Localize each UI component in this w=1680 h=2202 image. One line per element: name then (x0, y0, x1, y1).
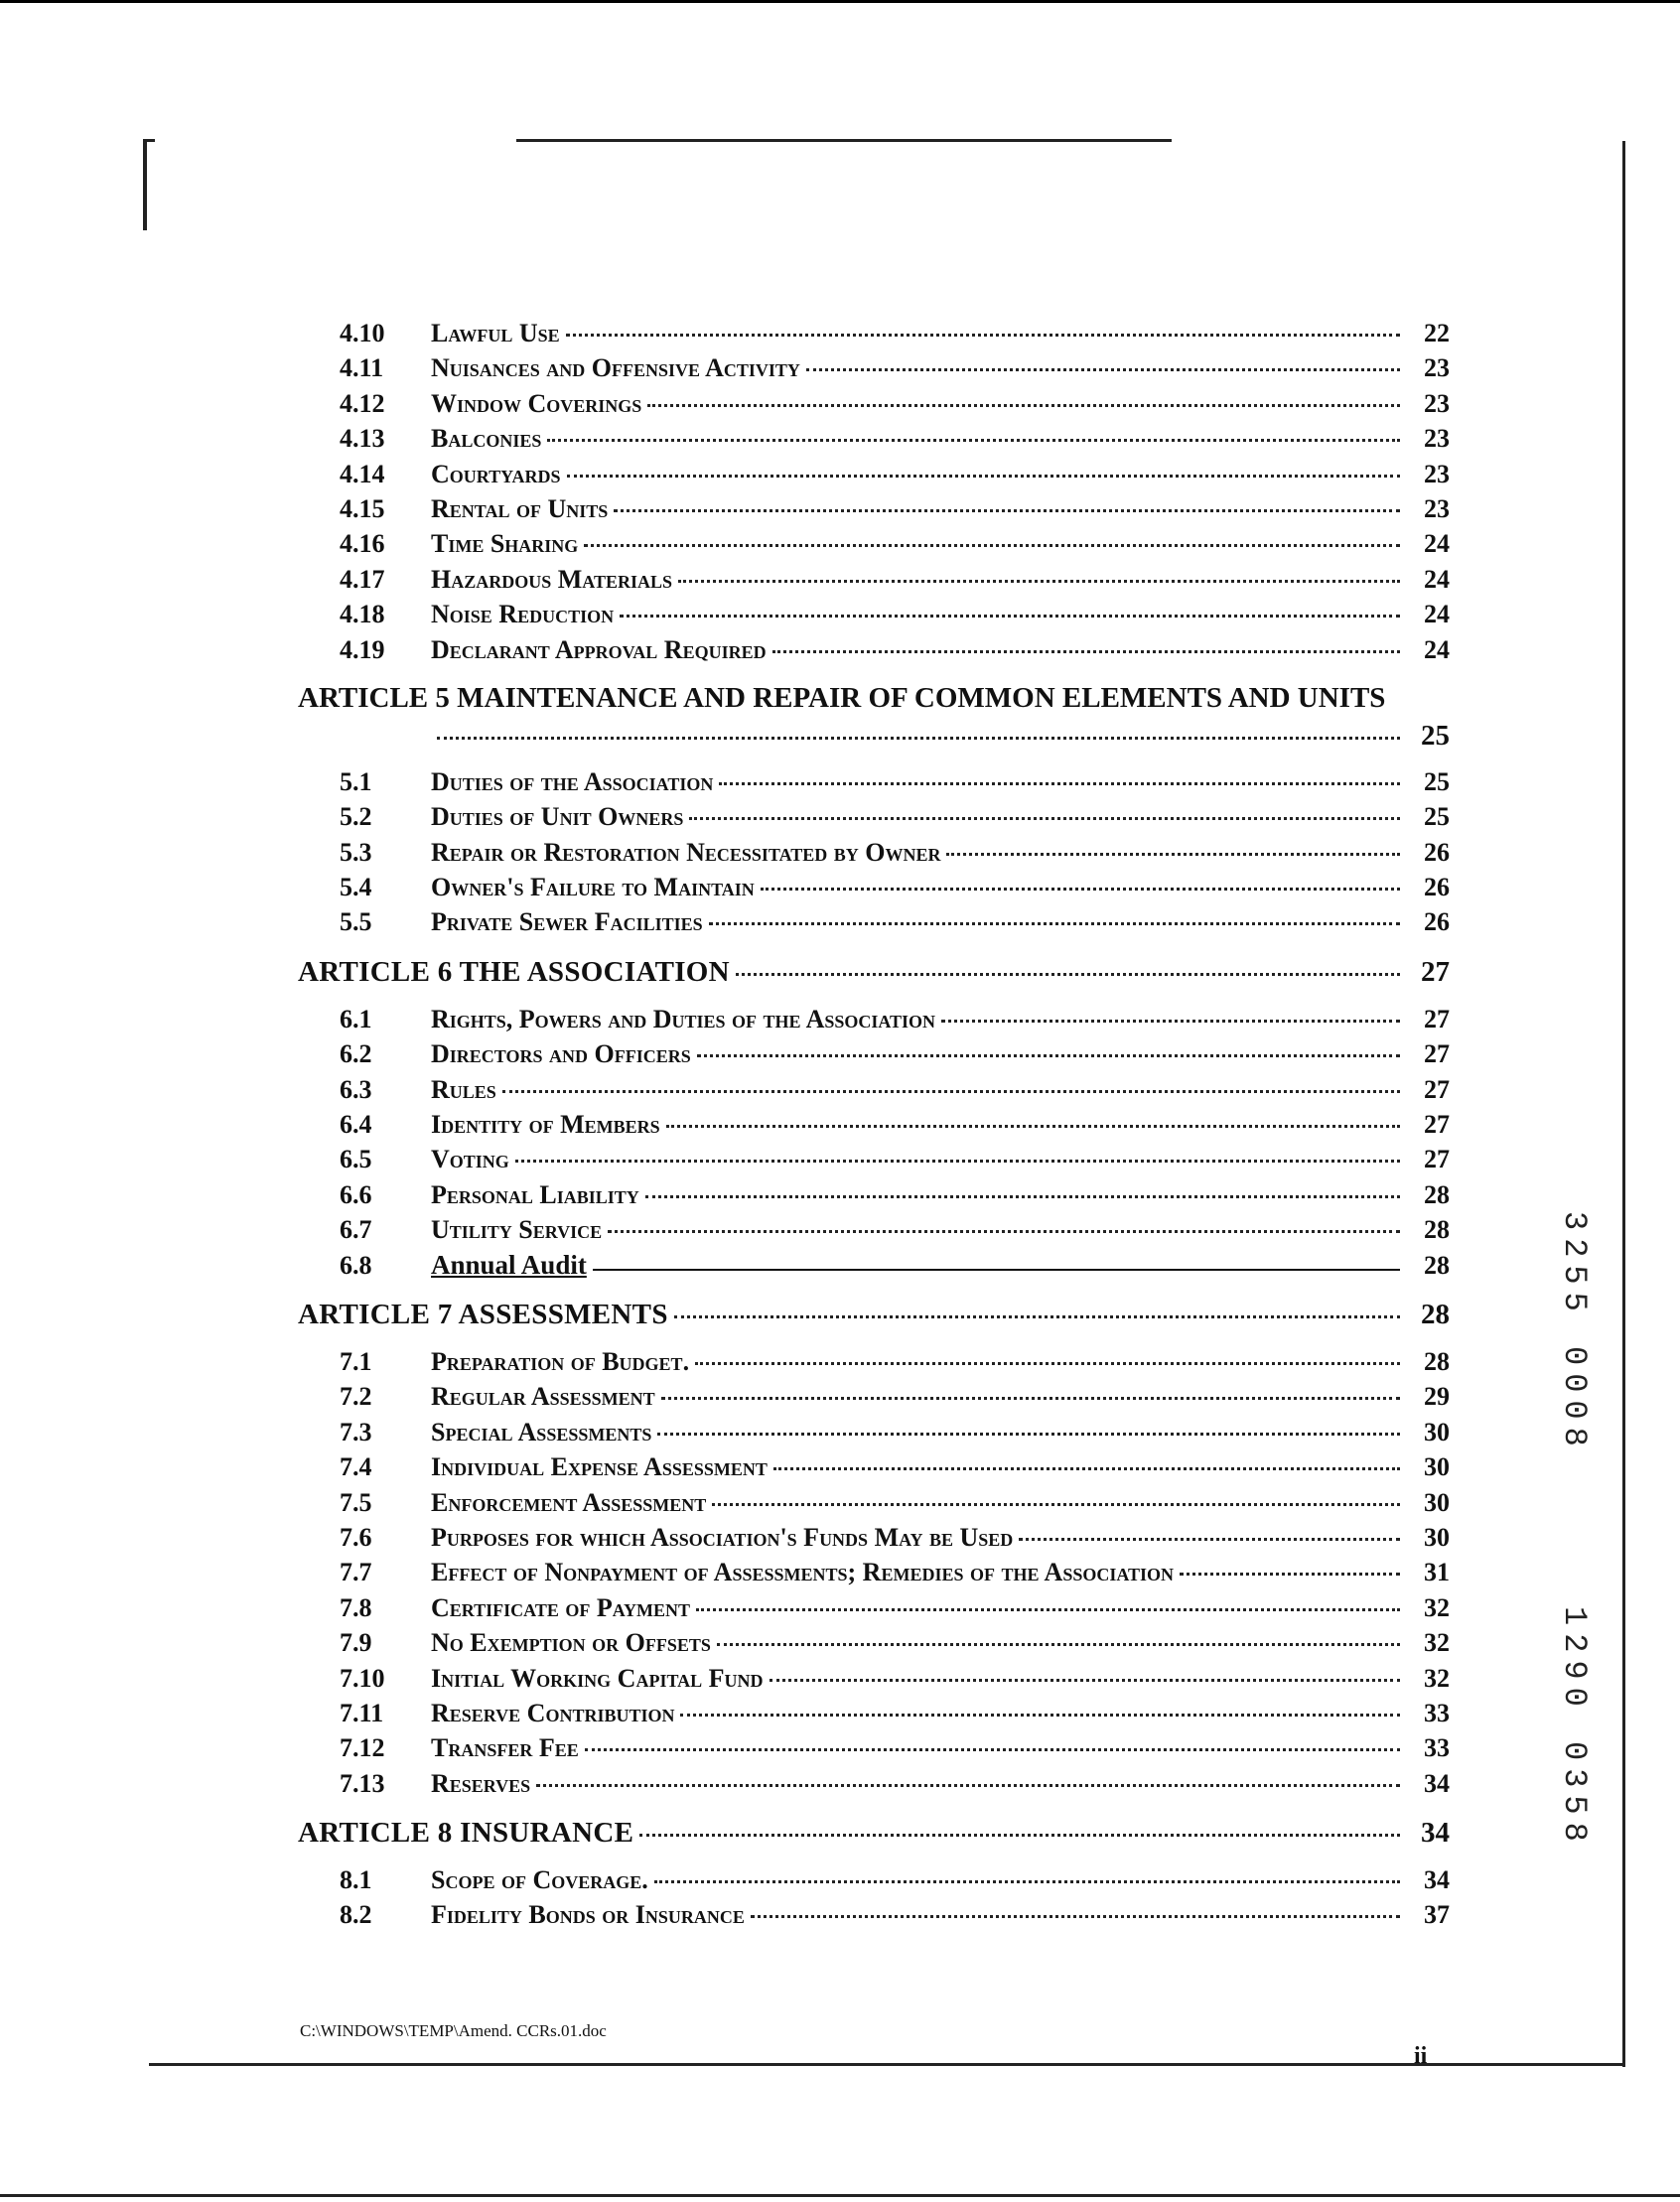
toc-entry[interactable] (298, 1107, 1450, 1142)
toc-entry[interactable] (298, 1766, 1450, 1801)
toc-section-number: 4.19 (340, 634, 385, 664)
toc-section-number: 4.16 (340, 529, 385, 559)
toc-section-title: Individual Expense Assessment (431, 1452, 768, 1482)
toc-leader (614, 509, 1400, 512)
toc-entry[interactable] (298, 1449, 1450, 1484)
toc-leader (680, 1714, 1400, 1717)
toc-leader (584, 544, 1400, 547)
toc-section-title: Enforcement Assessment (431, 1487, 707, 1517)
toc-page-number: 33 (1424, 1698, 1450, 1727)
toc-article-title: ARTICLE 6 THE ASSOCIATION (298, 955, 730, 988)
toc-leader (657, 1433, 1400, 1436)
toc-leader (566, 334, 1400, 337)
toc-article-title: ARTICLE 8 INSURANCE (298, 1817, 634, 1850)
bottom-border-line (149, 2063, 1624, 2066)
toc-section-title: Special Assessments (431, 1417, 652, 1446)
toc-entry[interactable] (298, 562, 1450, 597)
toc-page-number: 27 (1424, 1110, 1450, 1140)
toc-section-number: 6.1 (340, 1004, 372, 1033)
toc-page-number: 26 (1424, 907, 1450, 937)
toc-entry[interactable] (298, 1730, 1450, 1765)
toc-page-number: 34 (1421, 1817, 1450, 1850)
toc-page-number: 28 (1424, 1346, 1450, 1376)
toc-page-number: 26 (1424, 837, 1450, 867)
toc-section-title: Voting (431, 1145, 509, 1174)
toc-entry[interactable] (298, 870, 1450, 904)
toc-leader (946, 853, 1400, 856)
toc-section-number: 7.13 (340, 1768, 385, 1798)
toc-entry[interactable] (298, 1625, 1450, 1660)
toc-entry[interactable] (298, 764, 1450, 799)
toc-leader (770, 1679, 1400, 1682)
toc-leader (547, 439, 1400, 442)
toc-section-number: 4.13 (340, 424, 385, 454)
toc-entry[interactable] (298, 1002, 1450, 1036)
toc-section-number: 7.10 (340, 1663, 385, 1693)
toc-section-number: 5.2 (340, 802, 372, 832)
toc-section-number: 5.5 (340, 907, 372, 937)
toc-section-number: 5.4 (340, 873, 372, 902)
toc-section-title: Personal Liability (431, 1179, 639, 1209)
toc-page-number: 32 (1424, 1592, 1450, 1622)
toc-section-title: Fidelity Bonds or Insurance (431, 1900, 745, 1930)
toc-leader (608, 1230, 1400, 1233)
toc-leader (666, 1125, 1400, 1128)
toc-entry[interactable] (298, 597, 1450, 631)
toc-entry[interactable] (298, 799, 1450, 834)
page-top-border (0, 0, 1680, 3)
toc-section-number: 4.12 (340, 388, 385, 418)
toc-page-number: 25 (1424, 802, 1450, 832)
toc-page-number: 30 (1424, 1417, 1450, 1446)
toc-section-title: Reserves (431, 1768, 531, 1798)
toc-leader (709, 922, 1400, 925)
toc-article-5[interactable] (298, 679, 1450, 755)
toc-leader (1019, 1538, 1400, 1541)
toc-section-title: Balconies (431, 424, 542, 454)
toc-section-title: Reserve Contribution (431, 1698, 675, 1727)
toc-page-number: 27 (1424, 1074, 1450, 1104)
toc-entry[interactable] (298, 1212, 1450, 1247)
toc-section-number: 4.17 (340, 564, 385, 594)
toc-leader (696, 1608, 1400, 1611)
toc-page-number: 25 (1424, 766, 1450, 796)
toc-page-number: 24 (1424, 634, 1450, 664)
toc-leader (719, 782, 1400, 785)
toc-entry[interactable] (298, 457, 1450, 491)
toc-page-number: 30 (1424, 1487, 1450, 1517)
toc-section-number: 6.5 (340, 1145, 372, 1174)
toc-page-number: 28 (1424, 1250, 1450, 1280)
right-border-line (1622, 141, 1625, 2067)
bottom-corner-mark (0, 2194, 1680, 2197)
toc-section-title: Identity of Members (431, 1110, 660, 1140)
toc-section-number: 5.1 (340, 766, 372, 796)
toc-article-title: ARTICLE 7 ASSESSMENTS (298, 1298, 668, 1330)
toc-section-title: Lawful Use (431, 319, 560, 347)
toc-page-number: 28 (1424, 1179, 1450, 1209)
toc-entry[interactable] (298, 421, 1450, 456)
toc-page-number: 27 (1424, 1145, 1450, 1174)
toc-leader (585, 1748, 1400, 1751)
toc-page-number: 27 (1421, 955, 1450, 988)
toc-section-title: Courtyards (431, 459, 561, 488)
toc-page-number: 24 (1424, 600, 1450, 629)
toc-leader (437, 737, 1400, 740)
toc-page-number: 22 (1424, 319, 1450, 347)
toc-section-title: Owner's Failure to Maintain (431, 873, 755, 902)
toc-section-title: Declarant Approval Required (431, 634, 767, 664)
toc-leader (717, 1643, 1400, 1646)
toc-section-number: 5.3 (340, 837, 372, 867)
toc-section-title: Preparation of Budget. (431, 1346, 690, 1376)
toc-page-number: 37 (1424, 1900, 1450, 1930)
toc-page-number: 27 (1424, 1039, 1450, 1069)
toc-article-8[interactable] (298, 1813, 1450, 1853)
toc-article-6[interactable] (298, 952, 1450, 992)
toc-entry[interactable] (298, 835, 1450, 870)
toc-page-number: 30 (1424, 1522, 1450, 1552)
toc-section-title: Certificate of Payment (431, 1592, 691, 1622)
toc-leader (689, 817, 1400, 820)
toc-entry[interactable] (298, 1555, 1450, 1589)
table-of-contents (298, 316, 1450, 1933)
toc-section-number: 7.5 (340, 1487, 372, 1517)
toc-entry[interactable] (298, 1036, 1450, 1071)
toc-page-number: 23 (1424, 493, 1450, 523)
toc-page-number: 33 (1424, 1733, 1450, 1763)
toc-entry[interactable] (298, 1696, 1450, 1730)
toc-section-title: Rules (431, 1074, 496, 1104)
toc-leader (620, 615, 1400, 618)
toc-page-number: 23 (1424, 424, 1450, 454)
toc-section-number: 7.6 (340, 1522, 372, 1552)
toc-section-title: Noise Reduction (431, 600, 615, 629)
toc-leader (697, 1054, 1400, 1057)
toc-leader (712, 1503, 1400, 1506)
toc-section-title: Private Sewer Facilities (431, 907, 703, 937)
toc-page-number: 24 (1424, 564, 1450, 594)
toc-page-number: 23 (1424, 388, 1450, 418)
toc-page-number: 34 (1424, 1768, 1450, 1798)
toc-page-number: 32 (1424, 1628, 1450, 1658)
toc-leader (751, 1915, 1400, 1918)
toc-section-title: Rental of Units (431, 493, 609, 523)
toc-leader (647, 404, 1400, 407)
toc-section-number: 7.4 (340, 1452, 372, 1482)
toc-page-number: 31 (1424, 1558, 1450, 1587)
toc-section-number: 4.11 (340, 353, 384, 383)
toc-section-number: 7.1 (340, 1346, 372, 1376)
toc-page-number: 29 (1424, 1382, 1450, 1412)
margin-stamp-lower: 1290 0358 (1556, 1606, 1593, 1850)
footer-file-path: C:\WINDOWS\TEMP\Amend. CCRs.01.doc (300, 2021, 607, 2040)
toc-leader (645, 1195, 1400, 1198)
toc-leader (772, 650, 1400, 653)
header-rule (516, 139, 1172, 142)
toc-section-number: 8.2 (340, 1900, 372, 1930)
toc-leader (515, 1160, 1400, 1163)
margin-stamp-upper: 3255 0008 (1556, 1211, 1593, 1454)
toc-section-title: Initial Working Capital Fund (431, 1663, 764, 1693)
toc-entry[interactable] (298, 1520, 1450, 1555)
toc-leader (593, 1269, 1400, 1271)
toc-leader (806, 368, 1400, 371)
toc-leader (674, 1315, 1400, 1318)
toc-leader (1180, 1573, 1400, 1576)
toc-section-number: 4.10 (340, 319, 385, 347)
toc-section-number: 6.7 (340, 1215, 372, 1245)
toc-page-number: 28 (1424, 1215, 1450, 1245)
toc-page-number: 23 (1424, 353, 1450, 383)
toc-entry[interactable] (298, 1344, 1450, 1379)
toc-leader (639, 1834, 1400, 1837)
toc-article-7[interactable] (298, 1295, 1450, 1334)
toc-section-number: 7.8 (340, 1592, 372, 1622)
toc-section-title: Annual Audit (431, 1249, 587, 1280)
toc-section-number: 6.4 (340, 1110, 372, 1140)
toc-leader (661, 1397, 1400, 1400)
toc-section-title: Nuisances and Offensive Activity (431, 353, 800, 383)
toc-entry[interactable] (298, 526, 1450, 561)
toc-page-number: 27 (1424, 1004, 1450, 1033)
toc-section-number: 7.9 (340, 1628, 372, 1658)
toc-page-number: 30 (1424, 1452, 1450, 1482)
toc-leader (773, 1467, 1400, 1470)
toc-page-number: 32 (1424, 1663, 1450, 1693)
toc-entry[interactable] (298, 1072, 1450, 1107)
toc-section-title: Window Coverings (431, 388, 642, 418)
toc-entry[interactable] (298, 316, 1450, 350)
toc-entry[interactable] (298, 1862, 1450, 1897)
toc-section-number: 4.18 (340, 600, 385, 629)
toc-section-title: No Exemption or Offsets (431, 1628, 711, 1658)
toc-leader (567, 475, 1400, 478)
toc-section-title: Rights, Powers and Duties of the Association (431, 1004, 936, 1033)
toc-page-number: 26 (1424, 873, 1450, 902)
toc-page-number: 28 (1421, 1298, 1450, 1330)
toc-leader (654, 1880, 1400, 1883)
toc-section-number: 6.6 (340, 1179, 372, 1209)
toc-entry[interactable] (298, 1142, 1450, 1176)
toc-section-number: 6.8 (340, 1250, 372, 1280)
toc-section-title: Repair or Restoration Necessitated by Owner (431, 837, 941, 867)
toc-section-title: Time Sharing (431, 529, 579, 559)
toc-section-number: 8.1 (340, 1865, 372, 1895)
toc-section-title: Duties of Unit Owners (431, 802, 684, 832)
toc-entry[interactable] (298, 386, 1450, 421)
toc-leader (536, 1784, 1400, 1787)
toc-section-number: 4.15 (340, 493, 385, 523)
toc-entry[interactable] (298, 1590, 1450, 1625)
toc-page-number: 23 (1424, 459, 1450, 488)
toc-entry[interactable] (298, 1379, 1450, 1414)
toc-entry[interactable] (298, 1177, 1450, 1212)
toc-section-number: 7.3 (340, 1417, 372, 1446)
toc-section-number: 7.11 (340, 1698, 384, 1727)
toc-section-number: 7.2 (340, 1382, 372, 1412)
toc-section-number: 7.12 (340, 1733, 385, 1763)
toc-entry[interactable] (298, 632, 1450, 667)
toc-leader (761, 888, 1400, 891)
toc-section-number: 7.7 (340, 1558, 372, 1587)
toc-leader (695, 1362, 1400, 1365)
toc-section-title: Regular Assessment (431, 1382, 655, 1412)
toc-leader (502, 1090, 1400, 1093)
left-bracket-mark (143, 139, 147, 230)
toc-section-title: Effect of Nonpayment of Assessments; Remedies of the Association (431, 1558, 1175, 1587)
toc-entry[interactable] (298, 904, 1450, 939)
toc-leader (736, 973, 1400, 976)
toc-entry[interactable] (298, 350, 1450, 385)
toc-page-number: 24 (1424, 529, 1450, 559)
toc-article-title: ARTICLE 5 MAINTENANCE AND REPAIR OF COMMON ELEMENTS AND UNITS (298, 681, 1386, 714)
left-bracket-mark-top (143, 139, 155, 142)
toc-page-number: 25 (1421, 719, 1450, 752)
toc-section-title: Duties of the Association (431, 766, 714, 796)
toc-section-title: Utility Service (431, 1215, 603, 1245)
toc-entry[interactable] (298, 491, 1450, 526)
toc-entry[interactable] (298, 1485, 1450, 1520)
toc-entry-annual-audit[interactable] (298, 1248, 1450, 1283)
footer-page-number: ii (1414, 2043, 1428, 2069)
toc-page-number: 34 (1424, 1865, 1450, 1895)
toc-section-title: Scope of Coverage. (431, 1865, 648, 1895)
toc-section-title: Hazardous Materials (431, 564, 672, 594)
toc-entry[interactable] (298, 1415, 1450, 1449)
toc-entry[interactable] (298, 1661, 1450, 1696)
toc-section-title: Directors and Officers (431, 1039, 691, 1069)
toc-leader (678, 580, 1400, 583)
toc-section-title: Transfer Fee (431, 1733, 579, 1763)
toc-section-number: 4.14 (340, 459, 385, 488)
toc-leader (941, 1020, 1400, 1023)
toc-section-number: 6.2 (340, 1039, 372, 1069)
toc-entry[interactable] (298, 1897, 1450, 1932)
toc-section-title: Purposes for which Association's Funds May be Used (431, 1522, 1014, 1552)
toc-section-number: 6.3 (340, 1074, 372, 1104)
